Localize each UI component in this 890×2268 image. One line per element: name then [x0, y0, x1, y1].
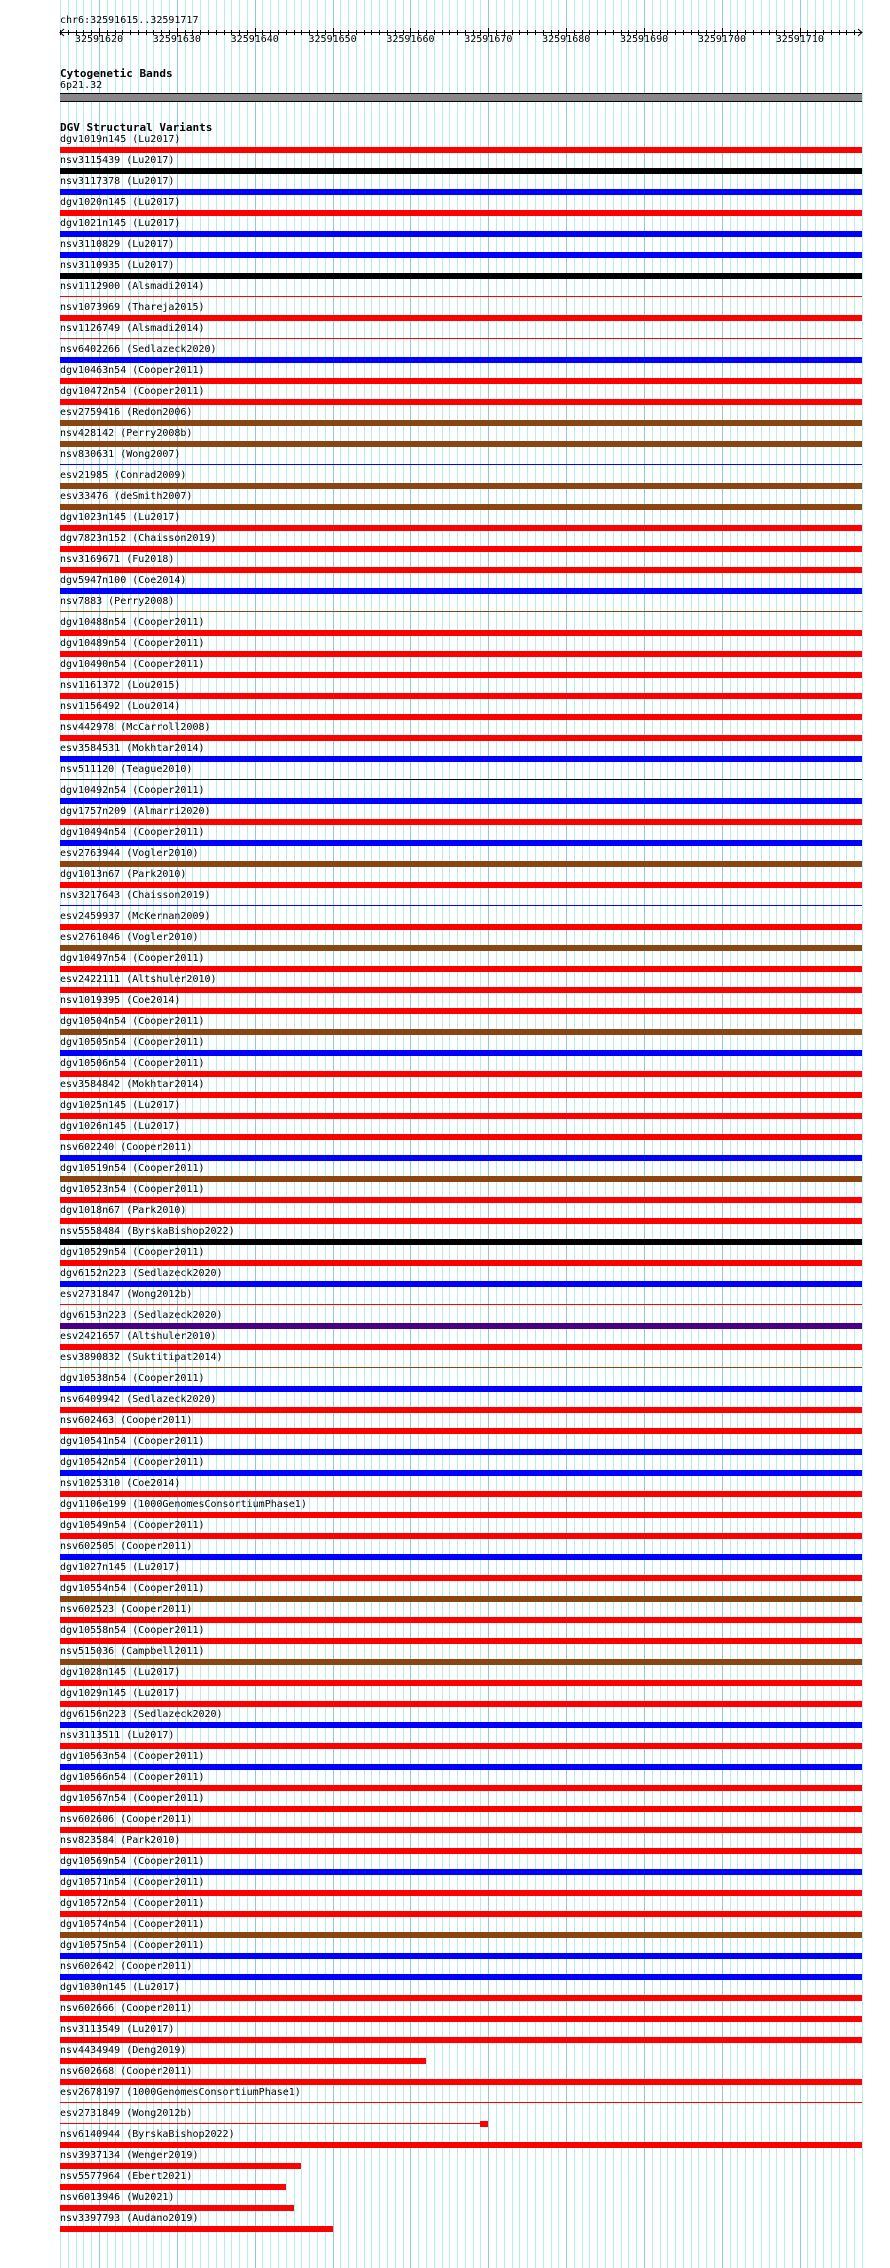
variant-label: dgv10569n54 (Cooper2011) — [60, 1856, 205, 1867]
variant-bar[interactable] — [60, 1848, 862, 1854]
variant-label: esv2731847 (Wong2012b) — [60, 1289, 193, 1300]
variant-bar[interactable] — [60, 1575, 862, 1581]
variant-label: nsv602666 (Cooper2011) — [60, 2003, 193, 2014]
variant-label: dgv1026n145 (Lu2017) — [60, 1121, 181, 1132]
ruler-location: chr6:32591615..32591717 — [60, 15, 199, 26]
variant-bar[interactable] — [60, 1911, 862, 1917]
variant-bar[interactable] — [60, 231, 862, 237]
variant-label: dgv10488n54 (Cooper2011) — [60, 617, 205, 628]
variant-bar[interactable] — [60, 2205, 294, 2211]
variant-label: dgv10494n54 (Cooper2011) — [60, 827, 205, 838]
variant-bar[interactable] — [60, 1428, 862, 1434]
variant-bar[interactable] — [60, 2142, 862, 2148]
variant-label: nsv3110829 (Lu2017) — [60, 239, 175, 250]
variant-end-block[interactable] — [480, 2121, 488, 2127]
variant-bar[interactable] — [60, 483, 862, 489]
variant-label: dgv1030n145 (Lu2017) — [60, 1982, 181, 1993]
variant-label: esv2763944 (Vogler2010) — [60, 848, 199, 859]
variant-bar[interactable] — [60, 1932, 862, 1938]
variant-bar[interactable] — [60, 1386, 862, 1392]
variant-label: nsv1161372 (Lou2015) — [60, 680, 181, 691]
variant-bar[interactable] — [60, 1260, 862, 1266]
variant-label: nsv602463 (Cooper2011) — [60, 1415, 193, 1426]
variant-label: dgv10558n54 (Cooper2011) — [60, 1625, 205, 1636]
variant-bar[interactable] — [60, 1869, 862, 1875]
variant-label: nsv602668 (Cooper2011) — [60, 2066, 193, 2077]
variant-bar[interactable] — [60, 252, 862, 258]
variant-bar[interactable] — [60, 1071, 862, 1077]
variant-bar[interactable] — [60, 1029, 862, 1035]
variant-label: dgv1025n145 (Lu2017) — [60, 1100, 181, 1111]
variant-bar[interactable] — [60, 1008, 862, 1014]
variant-label: nsv602240 (Cooper2011) — [60, 1142, 193, 1153]
variant-bar[interactable] — [60, 798, 862, 804]
variant-label: dgv10571n54 (Cooper2011) — [60, 1877, 205, 1888]
variant-bar[interactable] — [60, 1806, 862, 1812]
variant-bar[interactable] — [60, 1449, 862, 1455]
variant-bar[interactable] — [60, 357, 862, 363]
variant-bar[interactable] — [60, 1512, 862, 1518]
variant-label: dgv1027n145 (Lu2017) — [60, 1562, 181, 1573]
variant-bar[interactable] — [60, 693, 862, 699]
variant-bar[interactable] — [60, 2102, 862, 2103]
variant-bar[interactable] — [60, 861, 862, 867]
variant-bar[interactable] — [60, 1722, 862, 1728]
variant-bar[interactable] — [60, 1743, 862, 1749]
variant-label: dgv1019n145 (Lu2017) — [60, 134, 181, 145]
variant-bar[interactable] — [60, 1953, 862, 1959]
variant-label: dgv1023n145 (Lu2017) — [60, 512, 181, 523]
variant-label: nsv7883 (Perry2008) — [60, 596, 175, 607]
variant-label: dgv6152n223 (Sedlazeck2020) — [60, 1268, 223, 1279]
variant-bar[interactable] — [60, 1638, 862, 1644]
variant-label: nsv1126749 (Alsmadi2014) — [60, 323, 205, 334]
variant-bar[interactable] — [60, 1050, 862, 1056]
variant-label: dgv10541n54 (Cooper2011) — [60, 1436, 205, 1447]
variant-label: nsv6140944 (ByrskaBishop2022) — [60, 2129, 235, 2140]
variant-bar[interactable] — [60, 1995, 862, 2001]
variant-bar[interactable] — [60, 2016, 862, 2022]
variant-bar[interactable] — [60, 2079, 862, 2085]
dgv-track-title: DGV Structural Variants — [60, 121, 213, 134]
variant-label: dgv10542n54 (Cooper2011) — [60, 1457, 205, 1468]
ruler-tick-label: 32591670 — [464, 34, 513, 45]
ruler-tick-label: 32591620 — [74, 34, 124, 45]
variant-bar[interactable] — [60, 987, 862, 993]
variant-bar[interactable] — [60, 1344, 862, 1350]
variant-bar[interactable] — [60, 2058, 426, 2064]
variant-bar[interactable] — [60, 1113, 862, 1119]
variant-label: dgv10549n54 (Cooper2011) — [60, 1520, 205, 1531]
variant-bar[interactable] — [60, 1491, 862, 1497]
variant-bar[interactable] — [60, 2184, 286, 2190]
variant-label: esv2731849 (Wong2012b) — [60, 2108, 193, 2119]
variant-label: nsv3110935 (Lu2017) — [60, 260, 175, 271]
variant-bar[interactable] — [60, 210, 862, 216]
variant-bar[interactable] — [60, 546, 862, 552]
variant-bar[interactable] — [60, 651, 862, 657]
variant-label: esv33476 (deSmith2007) — [60, 491, 193, 502]
ruler-tick-label: 32591640 — [230, 34, 279, 45]
variant-bar[interactable] — [60, 441, 862, 447]
variant-label: dgv1018n67 (Park2010) — [60, 1205, 187, 1216]
variant-label: dgv10538n54 (Cooper2011) — [60, 1373, 205, 1384]
variant-label: dgv10523n54 (Cooper2011) — [60, 1184, 205, 1195]
variant-bar[interactable] — [60, 924, 862, 930]
variant-label: nsv6402266 (Sedlazeck2020) — [60, 344, 217, 355]
variant-label: dgv10463n54 (Cooper2011) — [60, 365, 205, 376]
variant-bar[interactable] — [60, 1470, 862, 1476]
variant-bar[interactable] — [60, 2226, 333, 2232]
variant-label: nsv3117378 (Lu2017) — [60, 176, 175, 187]
variant-bar[interactable] — [60, 2163, 301, 2169]
variant-label: nsv3113511 (Lu2017) — [60, 1730, 175, 1741]
variant-label: nsv602505 (Cooper2011) — [60, 1541, 193, 1552]
ruler-tick-label: 32591690 — [619, 34, 669, 45]
variant-bar[interactable] — [60, 1533, 862, 1539]
variant-bar[interactable] — [60, 1155, 862, 1161]
variant-label: nsv3217643 (Chaisson2019) — [60, 890, 211, 901]
variant-label: esv2459937 (McKernan2009) — [60, 911, 211, 922]
variant-bar[interactable] — [60, 714, 862, 720]
variant-label: nsv1025310 (Coe2014) — [60, 1478, 181, 1489]
cytoband-label: 6p21.32 — [60, 80, 103, 91]
variant-label: dgv10554n54 (Cooper2011) — [60, 1583, 205, 1594]
variant-bar[interactable] — [60, 611, 862, 612]
variant-label: dgv1028n145 (Lu2017) — [60, 1667, 181, 1678]
variant-bar[interactable] — [60, 779, 862, 780]
variant-bar[interactable] — [60, 1407, 862, 1413]
variant-label: esv2759416 (Redon2006) — [60, 407, 193, 418]
variant-label: nsv3113549 (Lu2017) — [60, 2024, 175, 2035]
variant-label: dgv10567n54 (Cooper2011) — [60, 1793, 205, 1804]
variant-bar[interactable] — [60, 1764, 862, 1770]
variant-label: dgv6156n223 (Sedlazeck2020) — [60, 1709, 223, 1720]
ruler-tick-label: 32591650 — [308, 34, 357, 45]
variant-bar[interactable] — [60, 378, 862, 384]
variant-label: dgv1106e199 (1000GenomesConsortiumPhase1) — [60, 1499, 307, 1510]
variant-label: dgv7823n152 (Chaisson2019) — [60, 533, 217, 544]
variant-label: dgv10489n54 (Cooper2011) — [60, 638, 205, 649]
variant-label: esv2421657 (Altshuler2010) — [60, 1331, 217, 1342]
variant-bar[interactable] — [60, 1281, 862, 1287]
variant-bar[interactable] — [60, 273, 862, 279]
variant-bar[interactable] — [60, 189, 862, 195]
variant-label: nsv1073969 (Thareja2015) — [60, 302, 205, 313]
variant-label: esv2678197 (1000GenomesConsortiumPhase1) — [60, 2087, 301, 2098]
variant-bar[interactable] — [60, 296, 862, 297]
variant-bar[interactable] — [60, 905, 862, 906]
variant-bar[interactable] — [60, 756, 862, 762]
variant-label: esv21985 (Conrad2009) — [60, 470, 187, 481]
variant-bar[interactable] — [60, 1367, 862, 1368]
variant-label: nsv1019395 (Coe2014) — [60, 995, 181, 1006]
variant-label: nsv823584 (Park2010) — [60, 1835, 181, 1846]
variant-label: nsv4434949 (Deng2019) — [60, 2045, 187, 2056]
variant-bar[interactable] — [60, 1092, 862, 1098]
variant-bar[interactable] — [60, 1323, 862, 1329]
variant-bar[interactable] — [60, 840, 862, 846]
variant-label: dgv10519n54 (Cooper2011) — [60, 1163, 205, 1174]
variant-bar[interactable] — [60, 1134, 862, 1140]
variant-label: esv2422111 (Altshuler2010) — [60, 974, 217, 985]
variant-bar[interactable] — [60, 735, 862, 741]
variant-label: esv2761046 (Vogler2010) — [60, 932, 199, 943]
variant-bar[interactable] — [60, 819, 862, 825]
variant-bar[interactable] — [60, 2037, 862, 2043]
variant-label: dgv1020n145 (Lu2017) — [60, 197, 181, 208]
variant-label: dgv5947n100 (Coe2014) — [60, 575, 187, 586]
variant-bar[interactable] — [60, 1701, 862, 1707]
variant-label: nsv602642 (Cooper2011) — [60, 1961, 193, 1972]
variant-bar[interactable] — [60, 1304, 862, 1305]
variant-bar[interactable] — [60, 1827, 862, 1833]
variant-label: dgv1029n145 (Lu2017) — [60, 1688, 181, 1699]
ruler-tick-label: 32591680 — [542, 34, 591, 45]
variant-bar[interactable] — [60, 1974, 862, 1980]
variant-bar[interactable] — [60, 1617, 862, 1623]
variant-bar[interactable] — [60, 168, 862, 174]
variant-label: nsv1112900 (Alsmadi2014) — [60, 281, 205, 292]
variant-label: nsv428142 (Perry2008b) — [60, 428, 193, 439]
variant-label: dgv10574n54 (Cooper2011) — [60, 1919, 205, 1930]
variant-label: nsv515036 (Campbell2011) — [60, 1646, 205, 1657]
variant-label: dgv10506n54 (Cooper2011) — [60, 1058, 205, 1069]
variant-bar[interactable] — [60, 315, 862, 321]
variant-label: esv3584531 (Mokhtar2014) — [60, 743, 205, 754]
variant-bar[interactable] — [60, 882, 862, 888]
variant-bar[interactable] — [60, 464, 862, 465]
variant-bar[interactable] — [60, 525, 862, 531]
variant-bar[interactable] — [60, 1176, 862, 1182]
variant-label: dgv1021n145 (Lu2017) — [60, 218, 181, 229]
ruler-tick-label: 32591700 — [697, 34, 747, 45]
variant-label: esv3890832 (Suktitipat2014) — [60, 1352, 223, 1363]
cytobands-title: Cytogenetic Bands — [60, 67, 173, 80]
variant-bar[interactable] — [60, 504, 862, 510]
variant-bar[interactable] — [60, 966, 862, 972]
variant-label: nsv442978 (McCarroll2008) — [60, 722, 211, 733]
variant-label: dgv10497n54 (Cooper2011) — [60, 953, 205, 964]
variant-label: nsv3169671 (Fu2018) — [60, 554, 175, 565]
variant-label: nsv602523 (Cooper2011) — [60, 1604, 193, 1615]
variant-label: dgv10492n54 (Cooper2011) — [60, 785, 205, 796]
variant-label: dgv10575n54 (Cooper2011) — [60, 1940, 205, 1951]
variant-label: nsv602606 (Cooper2011) — [60, 1814, 193, 1825]
variant-bar[interactable] — [60, 567, 862, 573]
variant-label: nsv1156492 (Lou2014) — [60, 701, 181, 712]
variant-bar[interactable] — [60, 588, 862, 594]
variant-bar[interactable] — [60, 1890, 862, 1896]
variant-label: nsv3115439 (Lu2017) — [60, 155, 175, 166]
variant-label: nsv6409942 (Sedlazeck2020) — [60, 1394, 217, 1405]
variant-label: nsv3937134 (Wenger2019) — [60, 2150, 199, 2161]
variant-label: nsv6013946 (Wu2021) — [60, 2192, 175, 2203]
variant-label: dgv10505n54 (Cooper2011) — [60, 1037, 205, 1048]
cytoband-bar[interactable] — [60, 93, 862, 102]
variant-bar[interactable] — [60, 420, 862, 426]
variant-label: dgv10472n54 (Cooper2011) — [60, 386, 205, 397]
variant-bar[interactable] — [60, 2123, 480, 2124]
variant-label: nsv5558484 (ByrskaBishop2022) — [60, 1226, 235, 1237]
variant-label: nsv511120 (Teague2010) — [60, 764, 193, 775]
variant-bar[interactable] — [60, 1218, 862, 1224]
variant-bar[interactable] — [60, 672, 862, 678]
variant-label: dgv10529n54 (Cooper2011) — [60, 1247, 205, 1258]
variant-label: dgv10563n54 (Cooper2011) — [60, 1751, 205, 1762]
variant-label: dgv10572n54 (Cooper2011) — [60, 1898, 205, 1909]
variant-label: nsv830631 (Wong2007) — [60, 449, 181, 460]
variant-bar[interactable] — [60, 1197, 862, 1203]
variant-bar[interactable] — [60, 338, 862, 339]
variant-bar[interactable] — [60, 399, 862, 405]
variant-label: esv3584842 (Mokhtar2014) — [60, 1079, 205, 1090]
variant-label: dgv10504n54 (Cooper2011) — [60, 1016, 205, 1027]
variant-bar[interactable] — [60, 945, 862, 951]
variant-bar[interactable] — [60, 147, 862, 153]
variant-label: dgv1013n67 (Park2010) — [60, 869, 187, 880]
variant-bar[interactable] — [60, 1785, 862, 1791]
variant-label: dgv1757n209 (Almarri2020) — [60, 806, 211, 817]
variant-bar[interactable] — [60, 1239, 862, 1245]
variant-label: nsv3397793 (Audano2019) — [60, 2213, 199, 2224]
variant-bar[interactable] — [60, 1596, 862, 1602]
ruler-tick-label: 32591710 — [775, 34, 824, 45]
variant-label: dgv6153n223 (Sedlazeck2020) — [60, 1310, 223, 1321]
variant-label: dgv10490n54 (Cooper2011) — [60, 659, 205, 670]
variant-bar[interactable] — [60, 630, 862, 636]
ruler-tick-label: 32591630 — [152, 34, 201, 45]
variant-bar[interactable] — [60, 1680, 862, 1686]
variant-label: nsv5577964 (Ebert2021) — [60, 2171, 193, 2182]
variant-bar[interactable] — [60, 1659, 862, 1665]
variant-bar[interactable] — [60, 1554, 862, 1560]
ruler-tick-label: 32591660 — [386, 34, 435, 45]
variant-label: dgv10566n54 (Cooper2011) — [60, 1772, 205, 1783]
